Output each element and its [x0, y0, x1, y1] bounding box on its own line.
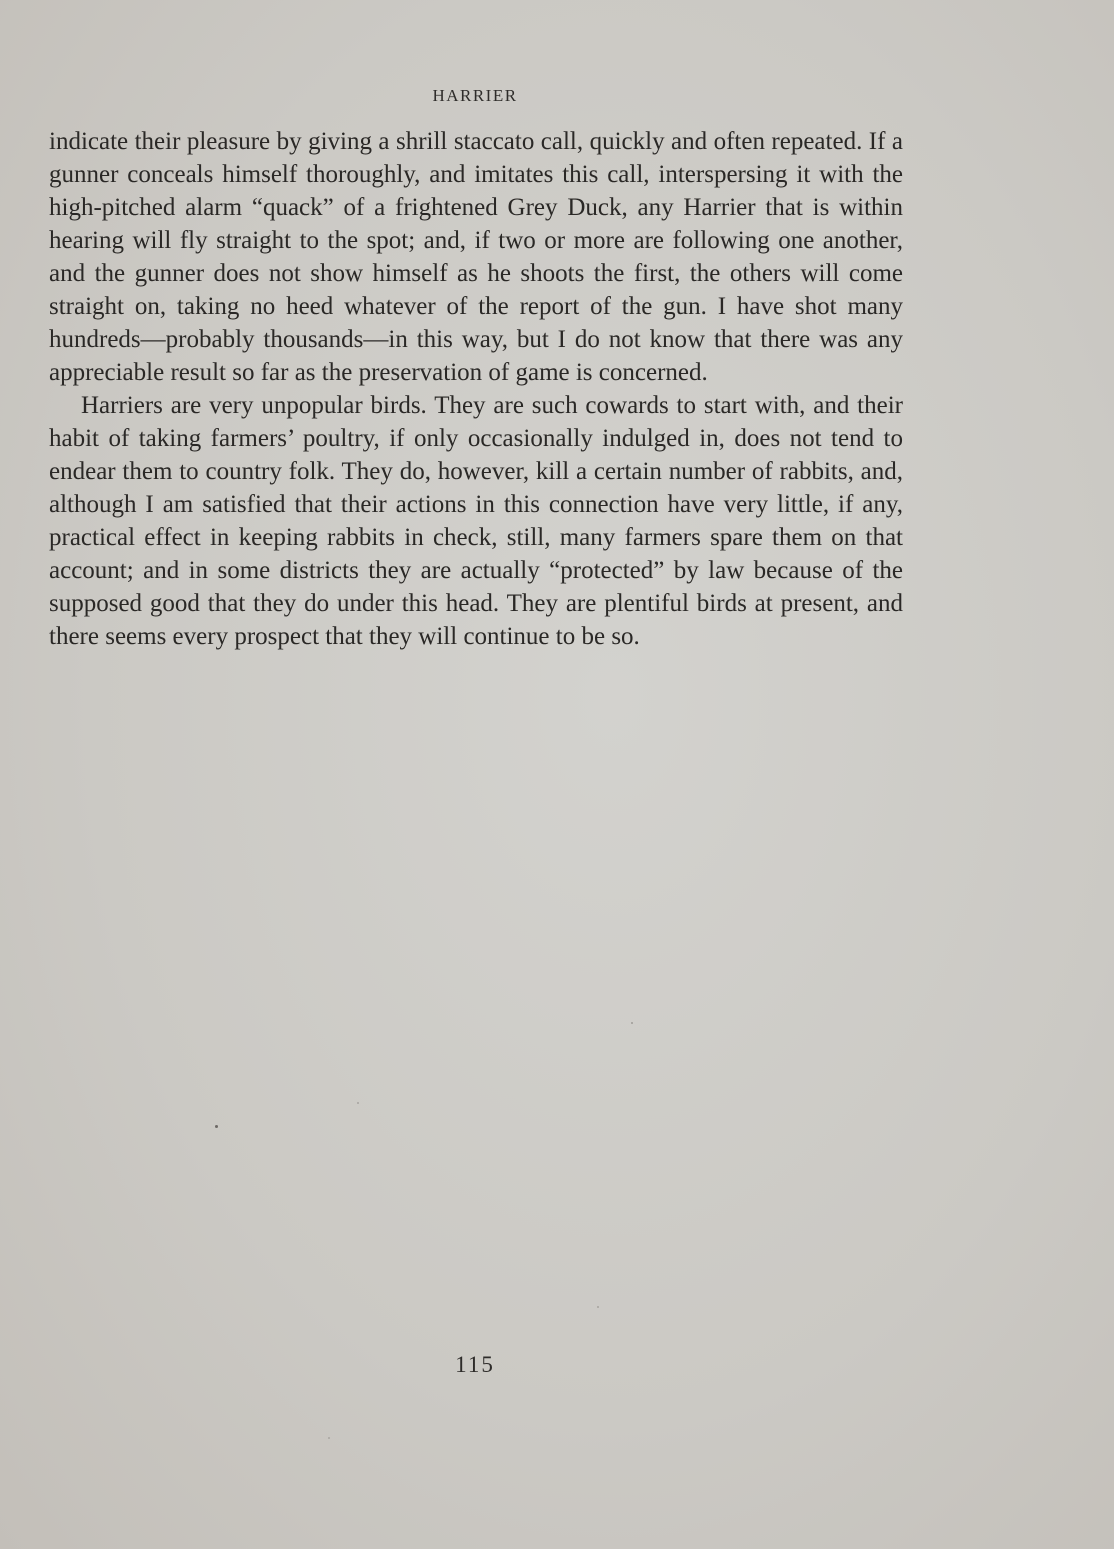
- paper-speck: [215, 1125, 218, 1128]
- paper-speck: [631, 1022, 633, 1024]
- paragraph-2: Harriers are very unpopular birds. They are such cowards to start with, and their habit of taking farmers’ poultry, if only occasionally indulged in, does not tend to endear them to country folk. They do, however, kill a certain number of rabbits, and, although I am satisfied that their actions in this connection have very little, if any, practical effect in keeping rabbits in check, still, many farmers spare them on that account; and in some districts they are actually “protected” by law because of the supposed good that they do under this head. They are plentiful birds at present, and there seems every prospect that they will continue to be so.: [49, 392, 903, 650]
- paper-speck: [597, 1306, 599, 1308]
- running-head: HARRIER: [432, 86, 518, 105]
- paper-speck: [357, 1102, 359, 1104]
- paragraph-1: indicate their pleasure by giving a shrill staccato call, quickly and often repeated. If a gunner conceals himself thoroughly, and imitates this call, interspersing it with the high-pitched alarm “quack” of a frightened Grey Duck, any Harrier that is within hearing will fly straight to the spot; and, if two or more are following one another, and the gunner does not show himself as he shoots the first, the others will come straight on, taking no heed whatever of the report of the gun. I have shot many hundreds—probably thousands—in this way, but I do not know that there was any appreciable result so far as the preservation of game is concerned.: [49, 128, 903, 386]
- paper-speck: [328, 1437, 330, 1439]
- page-number: 115: [455, 1352, 495, 1377]
- body-text: [49, 125, 903, 653]
